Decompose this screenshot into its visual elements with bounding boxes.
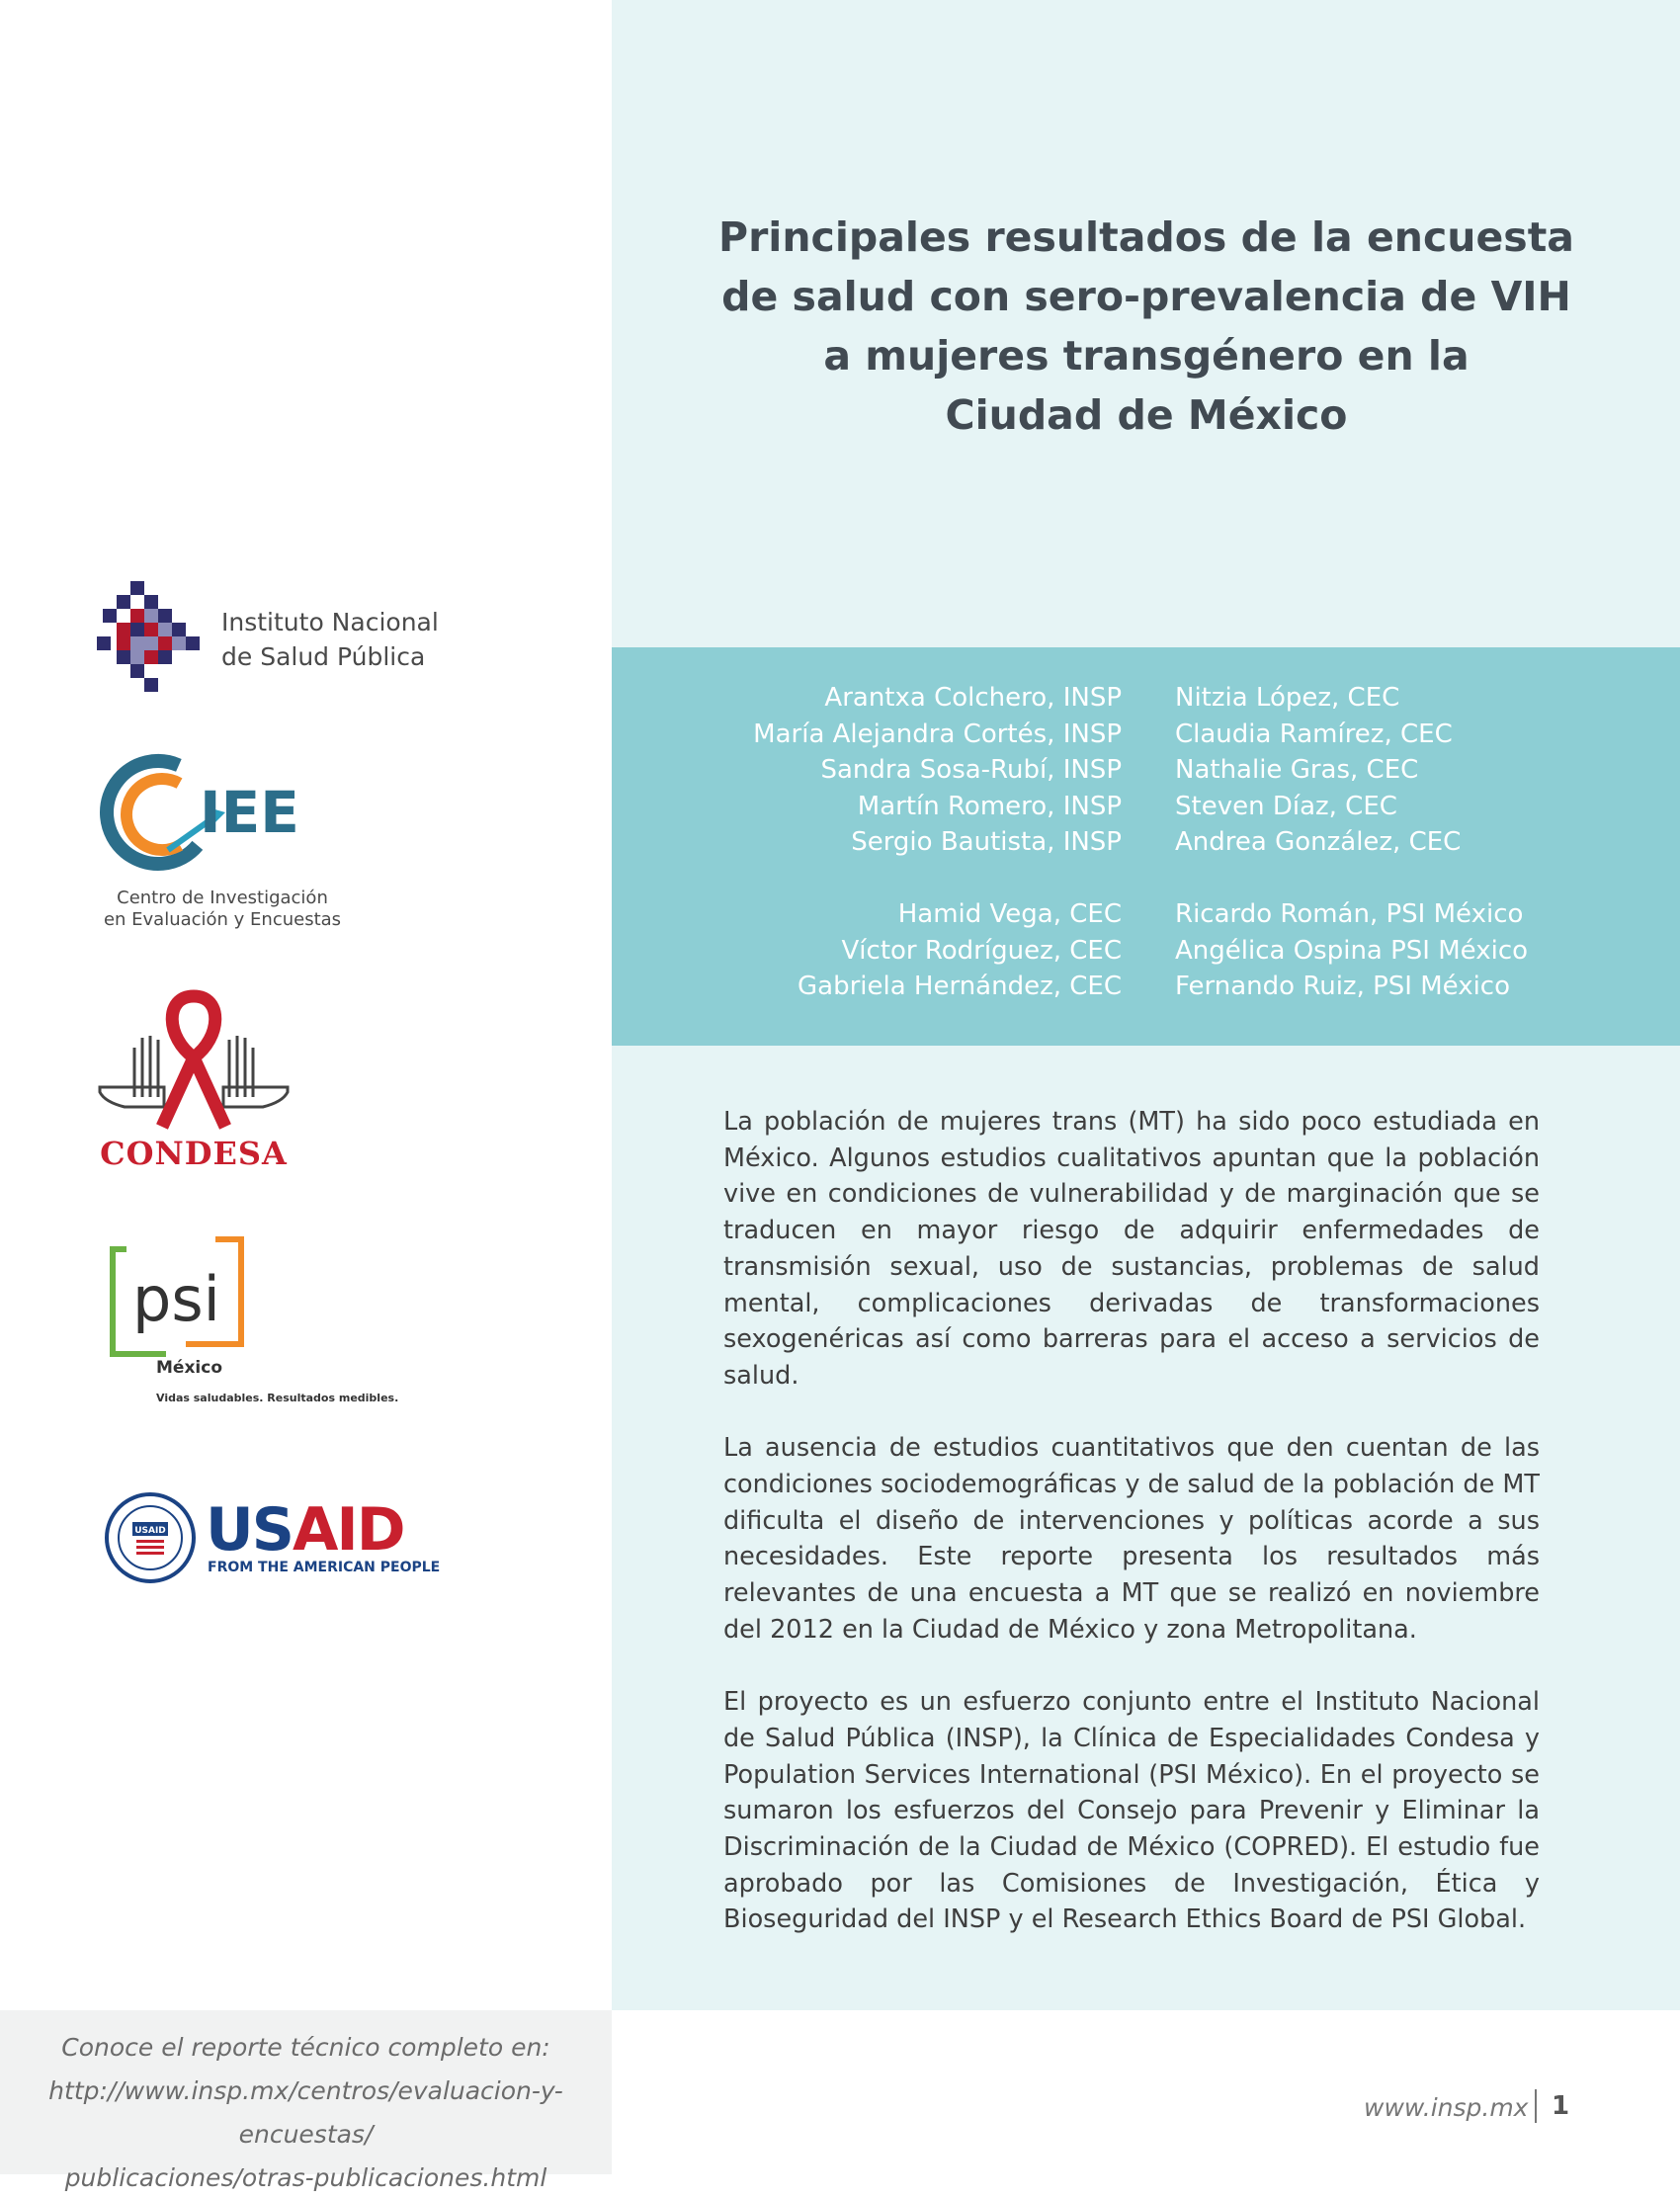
title-line: a mujeres transgénero en la [823,332,1470,380]
usaid-logo [103,1490,441,1584]
ciee-name-line: en Evaluación y Encuestas [103,909,342,930]
title-line: de salud con sero-prevalencia de VIH [721,273,1571,320]
condesa-logo [95,988,293,1171]
title-line: Ciudad de México [945,391,1348,439]
body-paragraph: La ausencia de estudios cuantitativos que den cuentan de las condiciones sociodemográficas y de salud de la población de MT dificulta el diseño de intervenciones y políticas acorde a sus necesidades. Este reporte presenta los resultados más relevantes de una encuesta a MT que se realizó en noviembre del 2012 en la Ciudad de México y zona Metropolitana. [723,1433,1540,1645]
condesa-wordmark: CONDESA [100,1135,288,1172]
author-name: Nathalie Gras, CEC [1175,755,1419,785]
authors-list-left [632,680,1122,1005]
insp-logo [97,581,439,698]
author-name: Arantxa Colchero, INSP [824,683,1122,713]
usaid-wordmark-aid: AID [292,1495,404,1565]
insp-mark-icon [97,581,215,698]
author-name: Claudia Ramírez, CEC [1175,719,1453,749]
body-text [723,1104,1540,1975]
ciee-mark-text: IEE [200,779,299,846]
author-name: Martín Romero, INSP [857,791,1122,821]
footer-report-link[interactable]: publicaciones/otras-publicaciones.html [64,2163,547,2192]
ciee-logo [99,753,346,941]
author-name: Hamid Vega, CEC [897,899,1122,929]
usaid-tagline: FROM THE AMERICAN PEOPLE [208,1560,441,1575]
footer-note-line: Conoce el reporte técnico completo en: [61,2033,550,2062]
usaid-seal-text: USAID [134,1526,166,1536]
psi-mark-icon [107,1235,255,1364]
author-name: María Alejandra Cortés, INSP [753,719,1122,749]
psi-wordmark: psi [132,1263,220,1335]
ribbon-hands-icon [95,988,293,1137]
psi-country: México [156,1358,222,1378]
page-number: 1 [1552,2091,1570,2121]
footer-site-link[interactable]: www.insp.mx [1364,2093,1529,2122]
authors-list-right [1175,680,1649,1005]
psi-tagline: Vidas saludables. Resultados medibles. [156,1392,399,1404]
insp-name-line: de Salud Pública [221,642,426,671]
ciee-name-line: Centro de Investigación [117,888,328,908]
author-name: Sergio Bautista, INSP [851,827,1122,857]
insp-name-line: Instituto Nacional [221,608,439,636]
usaid-wordmark [206,1495,404,1565]
usaid-seal-icon [103,1490,202,1584]
author-name: Fernando Ruiz, PSI México [1175,972,1511,1001]
author-name: Steven Díaz, CEC [1175,791,1397,821]
author-name: Andrea González, CEC [1175,827,1462,857]
body-paragraph: El proyecto es un esfuerzo conjunto entre el Instituto Nacional de Salud Pública (INSP), la Clínica de Especialidades Condesa y Population Services International (PSI México). En el proyecto se sumaron los esfuerzos del Consejo para Prevenir y Eliminar la Discriminación de la Ciudad de México (COPRED). El estudio fue aprobado por las Comisiones de Investigación, Ética y Bioseguridad del INSP y el Research Ethics Board de PSI Global. [723,1687,1540,1935]
author-name: Ricardo Román, PSI México [1175,899,1524,929]
footer-divider [1535,2089,1537,2123]
insp-name [221,605,439,674]
author-name: Nitzia López, CEC [1175,683,1400,713]
author-name: Gabriela Hernández, CEC [798,972,1122,1001]
author-name: Angélica Ospina PSI México [1175,935,1529,966]
ciee-mark-icon [99,753,346,882]
author-name: Sandra Sosa-Rubí, INSP [820,755,1122,785]
body-paragraph: La población de mujeres trans (MT) ha sido poco estudiada en México. Algunos estudios cualitativos apuntan que la población vive en condiciones de vulnerabilidad y de marginación que se traducen en mayor riesgo de adquirir enfermedades de transmisión sexual, uso de sustancias, problemas de salud mental, complicaciones derivadas de transformaciones sexogenéricas así como barreras para el acceso a servicios de salud. [723,1107,1540,1391]
ciee-name [99,888,346,931]
author-name: Víctor Rodríguez, CEC [841,935,1122,966]
title-line: Principales resultados de la encuesta [718,213,1574,261]
usaid-wordmark-us: US [206,1495,293,1565]
psi-logo [107,1235,399,1413]
footer-report-link[interactable]: http://www.insp.mx/centros/evaluacion-y-encuestas/ [48,2076,563,2149]
page-title [692,208,1601,445]
